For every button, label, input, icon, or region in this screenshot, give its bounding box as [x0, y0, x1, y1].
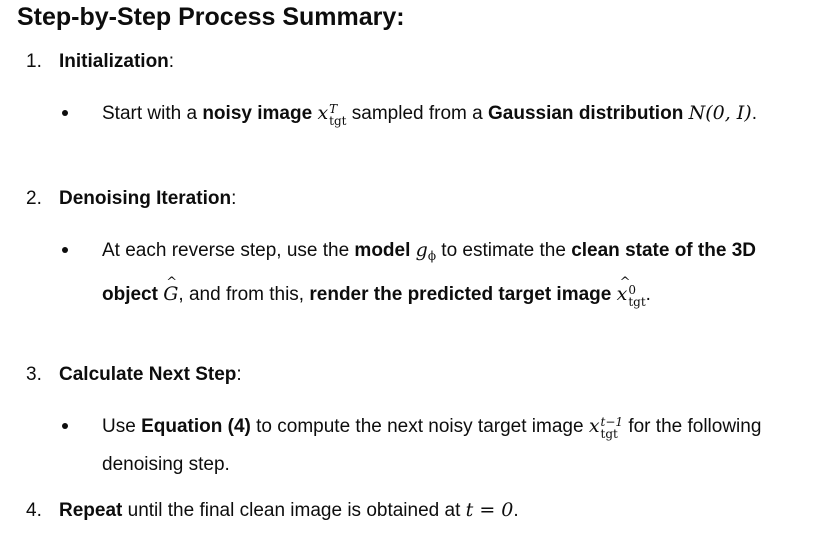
colon: :	[168, 51, 175, 72]
bullet-text: At each reverse step, use the model $g_\phi$ to estimate the clean state of the 3D object ^ G, and from this, render the predicted target image ^ x 0 tgt .	[102, 231, 814, 314]
page-title: Step-by-Step Process Summary:	[17, 3, 405, 31]
math-g-phi: $g_\phi$	[415, 239, 437, 263]
step-number: 4.	[26, 500, 42, 521]
math-x-tgt-t-minus-1: x t−1 tgt	[588, 415, 624, 441]
step-heading: Initialization	[59, 51, 169, 72]
step-2-bullet	[62, 231, 802, 314]
colon: :	[236, 364, 242, 385]
step-1	[26, 49, 174, 75]
step-heading: Repeat	[59, 500, 123, 521]
step-number: 1.	[26, 51, 42, 72]
step-number: 3.	[26, 364, 42, 385]
math-g-hat: ^ G	[163, 275, 178, 313]
math-x-hat-tgt-0: ^ x 0 tgt	[617, 283, 646, 305]
bullet-text: Start with a noisy image x T tgt sampled from a Gaussian distribution N(0, I).	[102, 102, 757, 128]
math-x-tgt-T: x T tgt	[317, 102, 347, 128]
bullet-dot	[62, 110, 68, 116]
step-3	[26, 362, 242, 388]
step-1-bullet	[62, 94, 802, 133]
bullet-dot	[62, 423, 68, 429]
step-3-bullet	[62, 407, 802, 484]
step-4: 4. Repeat until the final clean image is obtained at t = 0.	[26, 497, 519, 524]
bullet-text: Use Equation (4) to compute the next noisy target image x t−1 tgt for the following denoising step.	[102, 415, 762, 475]
step-2	[26, 186, 236, 212]
math-normal-distribution: N(0, I)	[688, 102, 752, 124]
step-number: 2.	[26, 188, 42, 209]
step-heading: Denoising Iteration	[59, 188, 232, 209]
math-t-equals-0: t = 0	[465, 499, 514, 521]
step-heading: Calculate Next Step	[59, 364, 237, 385]
colon: :	[231, 188, 237, 209]
bullet-dot	[62, 247, 68, 253]
